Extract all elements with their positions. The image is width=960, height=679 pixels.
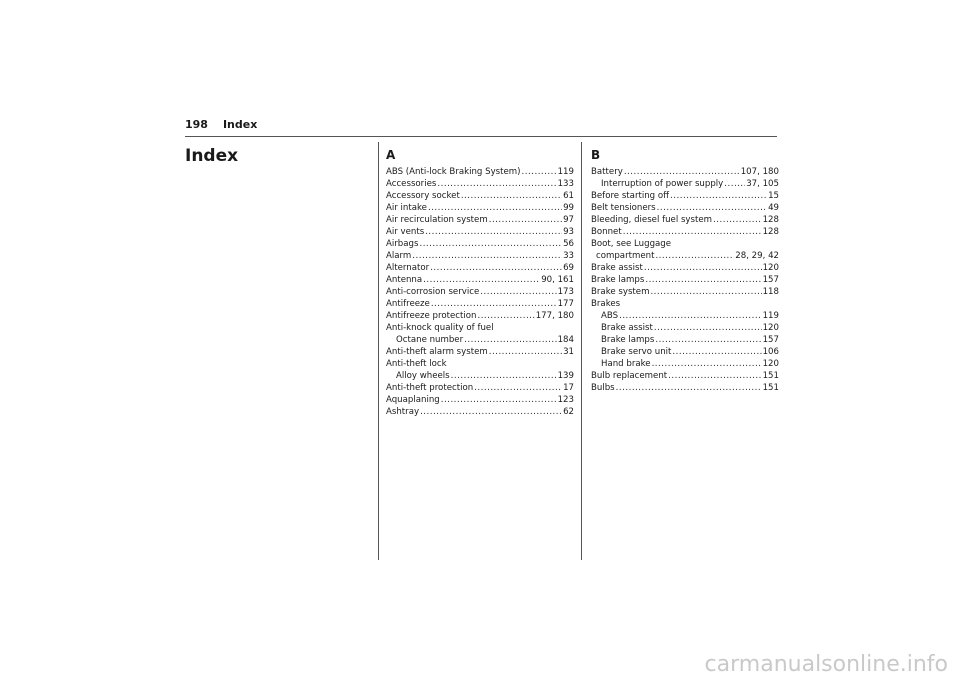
entry-text: Hand brake [601, 359, 651, 369]
leader-dots [645, 274, 761, 286]
entry-text: Belt tensioners [591, 203, 656, 213]
leader-dots [657, 202, 767, 214]
entry-page: 139 [557, 371, 574, 381]
entry-text: Antenna [386, 275, 423, 285]
index-entry [386, 238, 574, 250]
leader-dots [419, 238, 562, 250]
entry-text: Bulb replacement [591, 371, 668, 381]
entry-page: 28, 29, 42 [735, 251, 779, 261]
index-entry [591, 214, 779, 226]
index-entry [386, 394, 574, 406]
index-entry [386, 406, 574, 418]
entry-text: Brake assist [591, 263, 643, 273]
index-entry [386, 214, 574, 226]
index-entry [591, 358, 779, 370]
page-title: Index [185, 146, 239, 166]
index-entry [386, 382, 574, 394]
leader-dots [724, 178, 745, 190]
entry-text: Battery [591, 167, 623, 177]
entry-page: 62 [563, 407, 574, 417]
entry-text: Antifreeze protection [386, 311, 477, 321]
index-entry [386, 190, 574, 202]
page-header [185, 118, 257, 131]
leader-dots [489, 214, 562, 226]
leader-dots [464, 334, 556, 346]
index-entry [386, 166, 574, 178]
entry-text: Brake system [591, 287, 650, 297]
entry-text: Accessories [386, 179, 437, 189]
index-entry [591, 274, 779, 286]
index-entry [591, 262, 779, 274]
header-section-title: Index [222, 118, 258, 131]
leader-dots [425, 226, 562, 238]
leader-dots [522, 166, 557, 178]
entry-page: 49 [768, 203, 779, 213]
entry-page: 151 [762, 383, 779, 393]
entry-text: Bonnet [591, 227, 622, 237]
entry-page: 177 [557, 299, 574, 309]
entry-text: Alloy wheels [396, 371, 450, 381]
leader-dots [619, 310, 762, 322]
leader-dots [441, 394, 557, 406]
leader-dots [652, 358, 762, 370]
index-column-a [386, 149, 574, 418]
entry-text: Brake assist [601, 323, 653, 333]
entry-text: Air vents [386, 227, 425, 237]
leader-dots [654, 322, 762, 334]
entry-page: 120 [762, 263, 779, 273]
entry-text: Anti-theft protection [386, 383, 474, 393]
index-entry [386, 250, 574, 262]
index-entry [386, 310, 574, 322]
entry-text: Air intake [386, 203, 427, 213]
entry-text: Before starting off [591, 191, 670, 201]
index-entry: Anti-theft lock [386, 359, 447, 369]
header-rule [185, 136, 777, 137]
entry-text: compartment [596, 251, 655, 261]
index-entry [386, 262, 574, 274]
section-letter: A [386, 148, 396, 162]
index-entry [591, 190, 779, 202]
index-entry [591, 382, 779, 394]
entry-page: 97 [563, 215, 574, 225]
index-entry: Anti-knock quality of fuel [386, 323, 494, 333]
leader-dots [655, 334, 761, 346]
entry-text: Accessory socket [386, 191, 460, 201]
index-entry [591, 310, 779, 322]
entry-page: 151 [762, 371, 779, 381]
index-entry [386, 334, 574, 346]
leader-dots [461, 190, 562, 202]
entry-page: 119 [557, 167, 574, 177]
entry-page: 61 [563, 191, 574, 201]
index-entry [591, 322, 779, 334]
entry-page: 184 [557, 335, 574, 345]
index-entry [386, 226, 574, 238]
entry-page: 37, 105 [746, 179, 779, 189]
leader-dots [428, 202, 562, 214]
leader-dots [624, 166, 740, 178]
index-entry [386, 346, 574, 358]
entry-page: 93 [563, 227, 574, 237]
entry-text: Brake lamps [601, 335, 655, 345]
entry-text: Ashtray [386, 407, 420, 417]
entry-page: 119 [762, 311, 779, 321]
leader-dots [672, 346, 761, 358]
entry-page: 120 [762, 323, 779, 333]
leader-dots [650, 286, 761, 298]
leader-dots [477, 310, 534, 322]
leader-dots [412, 250, 562, 262]
index-entry [591, 334, 779, 346]
entry-page: 128 [762, 227, 779, 237]
entry-text: Brake servo unit [601, 347, 672, 357]
index-entry [591, 250, 779, 262]
index-column-b [591, 149, 779, 394]
index-entry [591, 346, 779, 358]
entry-page: 31 [563, 347, 574, 357]
entry-page: 33 [563, 251, 574, 261]
entry-text: Octane number [396, 335, 464, 345]
entry-text: Antifreeze [386, 299, 430, 309]
entry-page: 106 [762, 347, 779, 357]
column-divider-left [378, 142, 379, 560]
leader-dots [437, 178, 556, 190]
entry-page: 15 [768, 191, 779, 201]
entry-text: Alternator [386, 263, 430, 273]
index-entry [386, 202, 574, 214]
entry-page: 157 [762, 275, 779, 285]
leader-dots [451, 370, 557, 382]
entry-page: 90, 161 [541, 275, 574, 285]
index-entry [386, 370, 574, 382]
leader-dots [420, 406, 562, 418]
index-entry: Brakes [591, 299, 621, 309]
entry-page: 118 [762, 287, 779, 297]
leader-dots [480, 286, 556, 298]
entry-text: Alarm [386, 251, 412, 261]
entry-text: ABS [601, 311, 619, 321]
entry-page: 17 [563, 383, 574, 393]
leader-dots [668, 370, 761, 382]
leader-dots [670, 190, 767, 202]
index-entry [386, 298, 574, 310]
leader-dots [623, 226, 762, 238]
column-divider-right [581, 142, 582, 560]
entry-page: 133 [557, 179, 574, 189]
entry-text: Aquaplaning [386, 395, 440, 405]
entry-text: Bleeding, diesel fuel system [591, 215, 713, 225]
page-number: 198 [185, 118, 208, 131]
entry-text: Airbags [386, 239, 419, 249]
index-entry [386, 286, 574, 298]
leader-dots [431, 298, 557, 310]
watermark: carmanualsonline.info [704, 652, 948, 677]
index-entry [591, 166, 779, 178]
entry-text: Brake lamps [591, 275, 645, 285]
entry-text: Bulbs [591, 383, 615, 393]
leader-dots [616, 382, 762, 394]
entry-text: ABS (Anti-lock Braking System) [386, 167, 521, 177]
entry-text: Anti-theft alarm system [386, 347, 488, 357]
entry-page: 123 [557, 395, 574, 405]
leader-dots [489, 346, 562, 358]
section-letter: B [591, 148, 601, 162]
index-entry [591, 286, 779, 298]
entry-page: 177, 180 [535, 311, 574, 321]
index-entry [591, 226, 779, 238]
entry-page: 107, 180 [740, 167, 779, 177]
index-entry [591, 202, 779, 214]
leader-dots [474, 382, 562, 394]
entry-text: Interruption of power supply [601, 179, 724, 189]
leader-dots [430, 262, 562, 274]
entry-page: 99 [563, 203, 574, 213]
entry-page: 173 [557, 287, 574, 297]
entry-page: 69 [563, 263, 574, 273]
leader-dots [713, 214, 762, 226]
entry-text: Anti-corrosion service [386, 287, 480, 297]
index-entry [591, 178, 779, 190]
entry-page: 56 [563, 239, 574, 249]
index-entry [386, 178, 574, 190]
entry-text: Air recirculation system [386, 215, 488, 225]
index-entry [591, 370, 779, 382]
entry-page: 120 [762, 359, 779, 369]
leader-dots [423, 274, 540, 286]
index-entry: Boot, see Luggage [591, 239, 672, 249]
entry-page: 128 [762, 215, 779, 225]
leader-dots [655, 250, 734, 262]
index-entry [386, 274, 574, 286]
entry-page: 157 [762, 335, 779, 345]
leader-dots [644, 262, 762, 274]
